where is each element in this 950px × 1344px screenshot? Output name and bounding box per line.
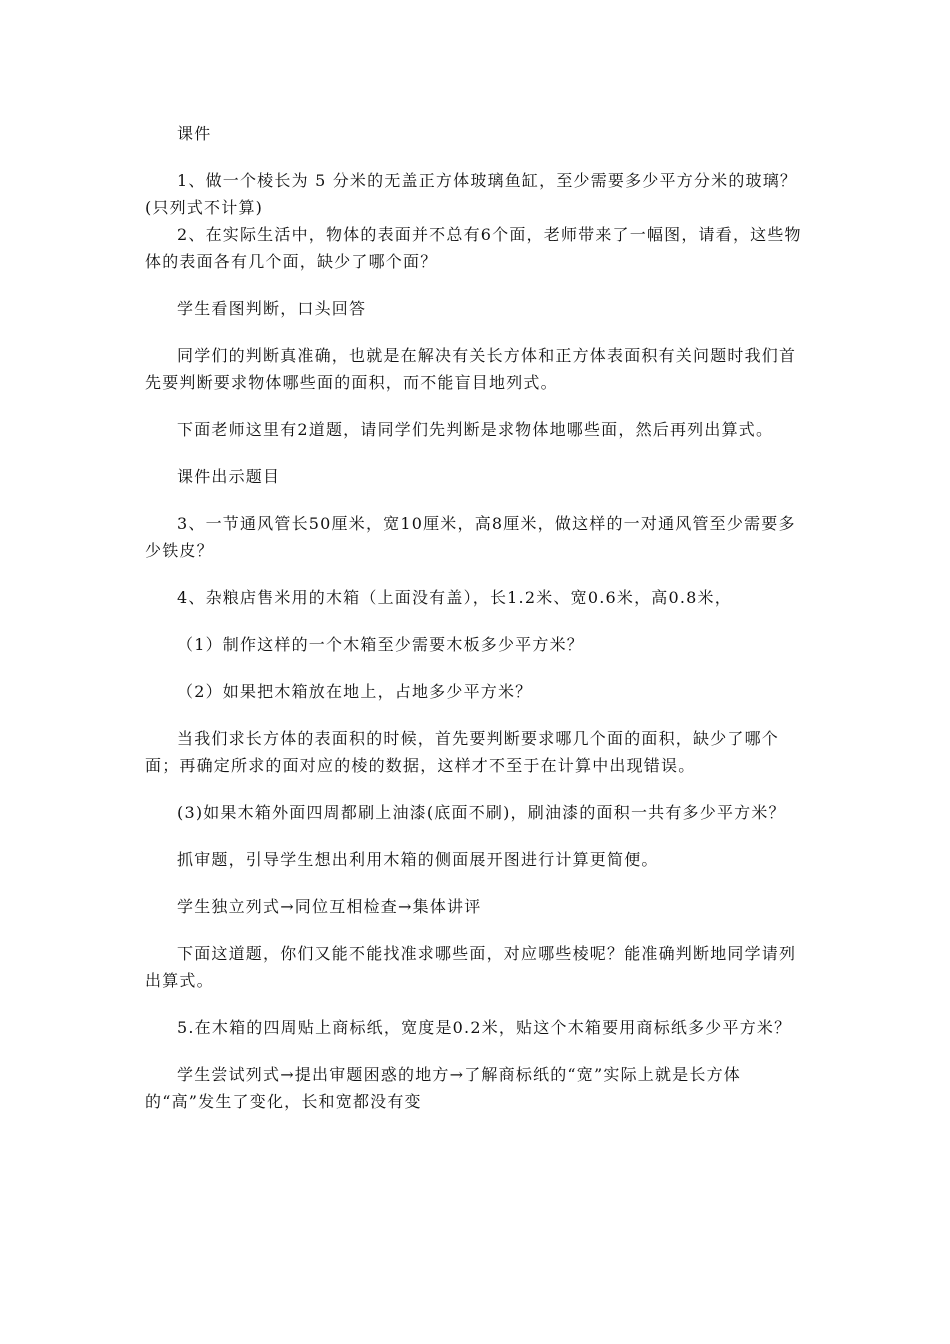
paragraph-question-2: 2、在实际生活中，物体的表面并不总有6个面，老师带来了一幅图，请看，这些物体的表面各有几个面，缺少了哪个面？ xyxy=(145,225,802,271)
paragraph-question-4-part-2: （2）如果把木箱放在地上，占地多少平方米？ xyxy=(177,682,533,701)
paragraph-question-1: 1、做一个棱长为 5 分米的无盖正方体玻璃鱼缸，至少需要多少平方分米的玻璃？(只列式不计算) xyxy=(145,171,798,217)
paragraph-student-response: 学生看图判断，口头回答 xyxy=(177,299,367,318)
document-body xyxy=(145,120,810,1115)
paragraph-next-problem: 下面这道题，你们又能不能找准求哪些面，对应哪些棱呢？能准确判断地同学请列出算式。 xyxy=(145,944,797,990)
paragraph-guidance: 抓审题，引导学生想出利用木箱的侧面展开图进行计算更简便。 xyxy=(177,850,659,869)
paragraph-student-attempt: 学生尝试列式→提出审题困惑的地方→了解商标纸的“宽”实际上就是长方体的“高”发生了变化，长和宽都没有变 xyxy=(145,1065,741,1111)
paragraph-question-4: 4、杂粮店售米用的木箱（上面没有盖），长1.2米、宽0.6米，高0.8米， xyxy=(177,588,732,607)
paragraph-question-3: 3、一节通风管长50厘米，宽10厘米，高8厘米，做这样的一对通风管至少需要多少铁皮？ xyxy=(145,514,796,560)
paragraph-question-5: 5.在木箱的四周贴上商标纸，宽度是0.2米，贴这个木箱要用商标纸多少平方米？ xyxy=(177,1018,792,1037)
paragraph-method-note: 当我们求长方体的表面积的时候，首先要判断要求哪几个面的面积，缺少了哪个面；再确定所求的面对应的棱的数据，这样才不至于在计算中出现错误。 xyxy=(145,729,780,775)
paragraph-show-problems: 课件出示题目 xyxy=(177,467,281,486)
paragraph-question-4-part-3: (3)如果木箱外面四周都刷上油漆(底面不刷)，刷油漆的面积一共有多少平方米？ xyxy=(177,803,786,822)
paragraph-intro-problems: 下面老师这里有2道题，请同学们先判断是求物体地哪些面，然后再列出算式。 xyxy=(177,420,774,439)
paragraph-question-4-part-1: （1）制作这样的一个木箱至少需要木板多少平方米？ xyxy=(177,635,584,654)
paragraph-courseware: 课件 xyxy=(177,124,212,143)
paragraph-teacher-comment: 同学们的判断真准确，也就是在解决有关长方体和正方体表面积有关问题时我们首先要判断要求物体哪些面的面积，而不能盲目地列式。 xyxy=(145,346,797,392)
paragraph-workflow: 学生独立列式→同位互相检查→集体讲评 xyxy=(177,897,482,916)
